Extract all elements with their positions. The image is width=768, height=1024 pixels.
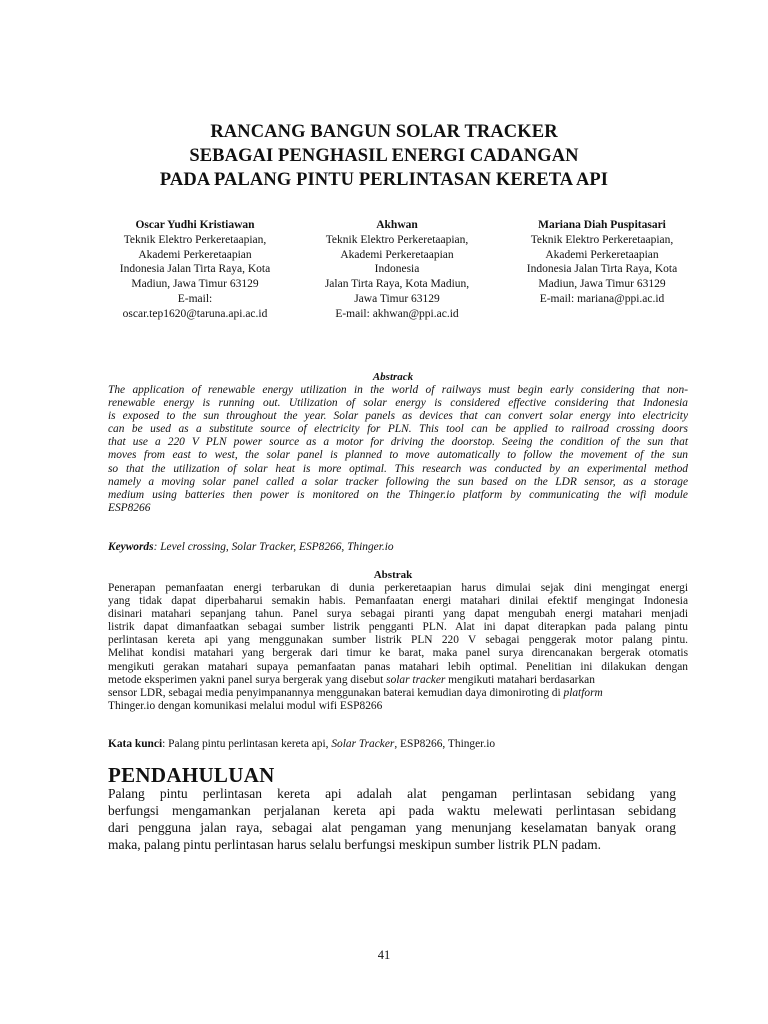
abstract-en-heading: Abstrack (372, 371, 414, 383)
paragraph-line: maka, palang pintu perlintasan harus selalu berfungsi meskipun sumber listrik PLN padam. (108, 837, 602, 852)
abstract-line: The application of renewable energy utilization in the world of railways must begin early considering that non- (108, 384, 688, 396)
author-affiliation-line: Jalan Tirta Raya, Kota Madiun, (324, 278, 470, 291)
author-affiliation-line: Akademi Perkeretaapian (545, 248, 659, 261)
author-affiliation-line: Akademi Perkeretaapian (340, 248, 454, 261)
author-name: Oscar Yudhi Kristiawan (135, 219, 255, 231)
abstract-line: moves from east to west, the solar panel is planned to move automatically to follow the movement of the sun (108, 449, 688, 462)
paragraph-line: berfungsi mengamankan perjalanan kereta api pada waktu melewati perlintasan sebidang (108, 803, 676, 818)
section-heading: PENDAHULUAN (108, 763, 275, 787)
abstract-id-body (108, 582, 688, 713)
abstract-en-body (108, 384, 688, 515)
author-affiliation-line: Madiun, Jawa Timur 63129 (538, 278, 666, 291)
abstract-text: sensor LDR, sebagai media penyimpanannya menggunakan baterai kemudian daya dimoniroting di (108, 686, 564, 699)
abstract-line: that use a 220 V PLN power source as a motor for driving the doorstop. Seeing the condition of the sun that (108, 436, 688, 449)
keywords-text: : Level crossing, Solar Tracker, ESP8266, Thinger.io (153, 541, 394, 553)
paper-title (0, 120, 768, 192)
abstract-id-heading: Abstrak (373, 569, 413, 581)
author-email: E-mail: akhwan@ppi.ac.id (335, 307, 459, 320)
abstract-line: namely a moving solar panel called a solar tracker following the sun based on the LDR sensor, as a storage (108, 475, 688, 488)
title-line: SEBAGAI PENGHASIL ENERGI CADANGAN (189, 146, 579, 166)
abstract-line: yang tidak dapat diperbaharui semakin habis. Pemanfaatan energi matahari dinilai efektif mengingat Indonesia (108, 595, 688, 608)
author-affiliation-line: Madiun, Jawa Timur 63129 (131, 278, 259, 291)
abstract-line: listrik dapat dimanfaatkan sebagai sumber listrik pengganti PLN. Alat ini dapat diterapkan pada palang pintu (108, 621, 688, 634)
paragraph-line: Palang pintu perlintasan kereta api adalah alat pengaman perlintasan sebidang yang (108, 786, 676, 801)
abstract-italic-term: solar tracker (386, 673, 446, 686)
author-affiliation-line: Indonesia Jalan Tirta Raya, Kota (119, 263, 271, 276)
abstract-line (108, 674, 688, 687)
keywords-text: , ESP8266, Thinger.io (394, 738, 496, 750)
abstract-line (108, 687, 688, 700)
author-email: E-mail: mariana@ppi.ac.id (539, 292, 665, 305)
author-name: Akhwan (376, 219, 418, 231)
author-name: Mariana Diah Puspitasari (538, 219, 666, 231)
author-affiliation-line: Teknik Elektro Perkeretaapian, (325, 233, 469, 246)
keywords-italic-term: Solar Tracker (331, 738, 395, 750)
author-affiliation-line: Akademi Perkeretaapian (138, 248, 252, 261)
abstract-text: metode eksperimen yakni panel surya bergerak yang disebut (108, 673, 387, 686)
paragraph-line: dari pengguna jalan raya, sebagai alat pengaman yang menunjang keselamatan banyak orang (108, 820, 676, 835)
abstract-line: is exposed to the sun throughout the year. Solar panels as devices that can convert solar energy into electricity (108, 410, 688, 423)
abstract-line: perlintasan kereta api yang menggunakan sumber listrik PLN 220 V sebagai penggerak motor palang pintu. (108, 634, 688, 647)
abstract-line: mengikuti gerakan matahari supaya pemanfaatan panas matahari lebih optimal. Penelitian ini dilakukan dengan (108, 660, 688, 673)
keywords-label: Keywords (108, 541, 154, 553)
abstract-line: ESP8266 (108, 501, 151, 514)
author-1 (97, 218, 293, 322)
abstract-line: Melihat kondisi matahari yang bergerak dari timur ke barat, maka panel surya direncanakan bergerak otomatis (108, 647, 688, 660)
author-email: oscar.tep1620@taruna.api.ac.id (122, 307, 268, 320)
author-affiliation-line: Teknik Elektro Perkeretaapian, (530, 233, 674, 246)
abstract-line: Thinger.io dengan komunikasi melalui modul wifi ESP8266 (108, 699, 383, 712)
page-number: 41 (377, 948, 391, 962)
abstract-line: can be used as a substitute source of electricity for PLN. This tool can be applied to railroad crossing doors (108, 423, 688, 436)
author-3 (502, 218, 702, 307)
author-email-label: E-mail: (177, 292, 213, 305)
keywords-en (108, 541, 688, 554)
abstract-text: mengikuti matahari berdasarkan (445, 673, 595, 686)
intro-paragraph (108, 785, 676, 853)
abstract-line: disinari matahari sepanjang tahun. Panel surya sebagai piranti yang dapat mengubah energi matahari menjadi (108, 608, 688, 621)
abstract-line: so that the utilization of solar heat is more optimal. This research was conducted by an experimental method (108, 462, 688, 475)
abstract-italic-term: platform (563, 686, 603, 699)
abstract-line: medium using batteries then power is monitored on the Thinger.io platform by communicating the wifi module (108, 488, 688, 501)
title-line: PADA PALANG PINTU PERLINTASAN KERETA API (159, 170, 609, 190)
abstract-line: renewable energy is running out. Utilization of solar energy is considered effective considering that Indonesia (108, 397, 688, 410)
keywords-text: : Palang pintu perlintasan kereta api, (162, 738, 332, 750)
author-affiliation-line: Indonesia Jalan Tirta Raya, Kota (526, 263, 678, 276)
keywords-label: Kata kunci (108, 738, 163, 750)
author-affiliation-line: Jawa Timur 63129 (354, 292, 440, 305)
author-2 (300, 218, 494, 322)
keywords-id (108, 738, 688, 751)
title-line: RANCANG BANGUN SOLAR TRACKER (210, 122, 558, 142)
abstract-line: Penerapan pemanfaatan energi terbarukan di dunia perkeretaapian harus dimulai sejak dini mengingat energi (108, 582, 688, 594)
author-affiliation-line: Indonesia (374, 263, 420, 276)
author-affiliation-line: Teknik Elektro Perkeretaapian, (123, 233, 267, 246)
